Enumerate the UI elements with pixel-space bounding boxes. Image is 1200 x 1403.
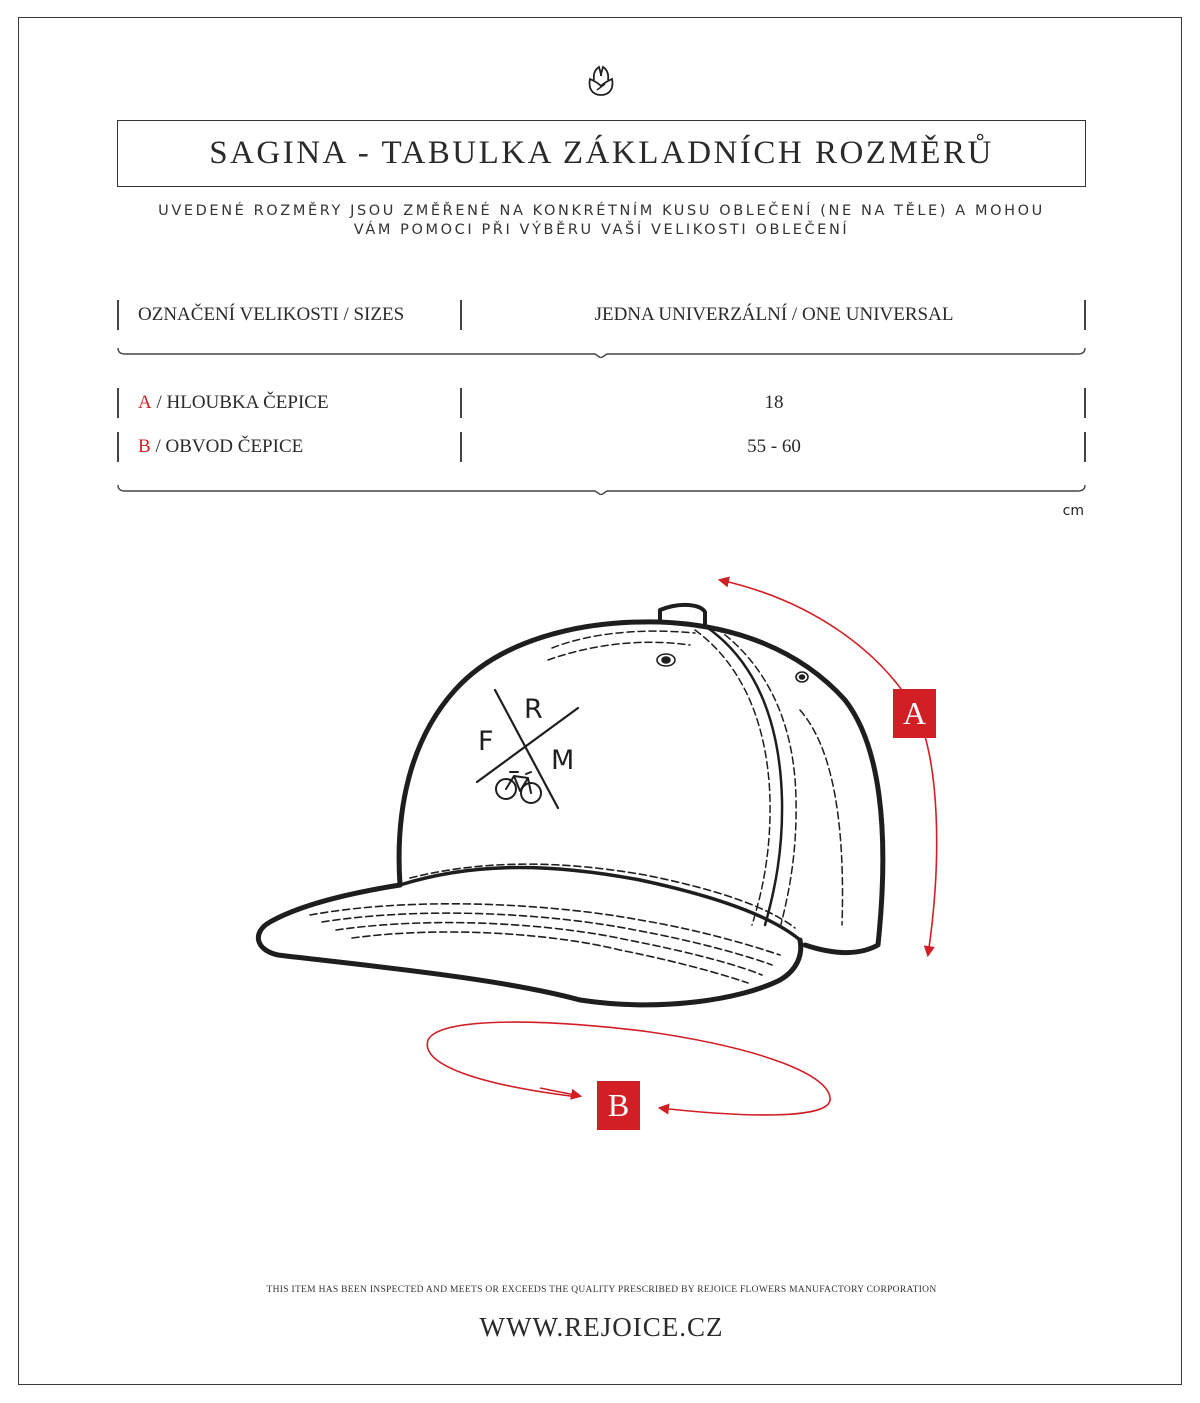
bicycle-icon [496,772,541,803]
quality-note: THIS ITEM HAS BEEN INSPECTED AND MEETS OR EXCEEDS THE QUALITY PRESCRIBED BY REJOICE FLOWERS MANUFACTORY CORPORATION [266,1285,937,1295]
row-b-letter: B [138,436,151,457]
subtitle-line-2: VÁM POMOCI PŘI VÝBĚRU VAŠÍ VELIKOSTI OBLEČENÍ [353,222,850,238]
divider [117,300,119,330]
title-box [117,120,1086,187]
cap-logo-letter-f: F [478,726,494,757]
table-row-a [117,388,1086,418]
measure-b-tag: B [597,1081,640,1130]
table-row-b [117,432,1086,462]
row-b-value: 55 - 60 [747,436,801,457]
row-b-text: / OBVOD ČEPICE [150,436,304,457]
row-b-label [138,432,303,462]
divider [1084,300,1086,330]
cap-illustration [240,570,960,1150]
cap-logo-letter-r: R [524,694,543,725]
size-header-row [117,300,1086,330]
website-link[interactable]: WWW.REJOICE.CZ [479,1312,724,1342]
row-a-label [138,388,329,418]
unit-label: cm [1062,503,1084,519]
eyelet [796,672,808,682]
row-a-value: 18 [764,392,784,413]
divider [1084,432,1086,462]
rose-flower-icon [584,64,618,98]
row-a-text: / HLOUBKA ČEPICE [151,392,329,413]
size-header-label: OZNAČENÍ VELIKOSTI / SIZES [138,304,405,325]
brim-stitch [322,913,772,965]
crown-seam-stitch [695,630,770,925]
page-title: SAGINA - TABULKA ZÁKLADNÍCH ROZMĚRŮ [209,135,994,171]
crown-seam-stitch [716,628,796,928]
brim-stitch [352,932,748,983]
front-stitch [552,631,695,648]
side-stitch [800,710,843,925]
cap-logo-letter-m: M [551,745,575,776]
row-a-letter: A [138,392,152,413]
table-brace [117,348,1086,358]
subtitle-line-1: UVEDENÉ ROZMĚRY JSOU ZMĚŘENÉ NA KONKRÉTNÍM KUSU OBLEČENÍ (NE NA TĚLE) A MOHOU [158,203,1045,219]
measure-a-tag: A [893,689,936,738]
measure-a-arrow [720,580,937,955]
eyelet [657,654,675,666]
brim-stitch [310,904,780,955]
divider [117,432,119,462]
table-brace [117,485,1086,495]
subtitle [117,202,1086,240]
divider [117,388,119,418]
cap-crown [399,622,883,953]
size-header-value: JEDNA UNIVERZÁLNÍ / ONE UNIVERSAL [594,304,954,325]
cap-brim [258,885,800,1005]
crown-seam [705,626,782,925]
divider [1084,388,1086,418]
